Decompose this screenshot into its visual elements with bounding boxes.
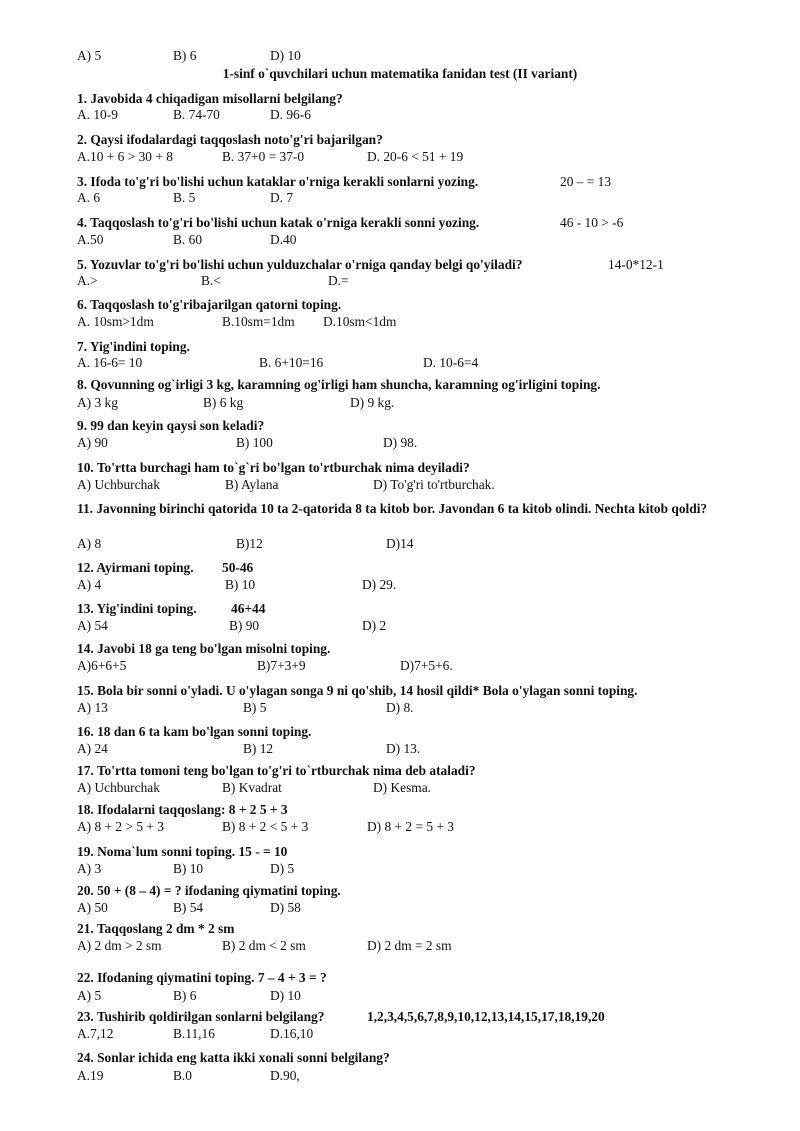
question-22: 22. Ifodaning qiymatini toping. 7 – 4 + 3 = ? bbox=[77, 970, 327, 985]
question-4: 4. Taqqoslash to'g'ri bo'lishi uchun katak o'rniga kerakli sonni yozing. bbox=[77, 215, 480, 230]
q8-option-d: D) 9 kg. bbox=[350, 395, 395, 410]
q22-option-d: D) 10 bbox=[270, 988, 301, 1003]
q4-expression: 46 - 10 > -6 bbox=[560, 215, 624, 230]
question-9: 9. 99 dan keyin qaysi son keladi? bbox=[77, 418, 265, 433]
q23-option-a: A.7,12 bbox=[77, 1026, 114, 1041]
q2-option-b: B. 37+0 = 37-0 bbox=[222, 149, 305, 164]
q5-option-d: D.= bbox=[328, 273, 349, 288]
q1-option-d: D. 96-6 bbox=[270, 107, 311, 122]
q3-option-d: D. 7 bbox=[270, 190, 294, 205]
q9-option-a: A) 90 bbox=[77, 435, 108, 450]
question-12: 12. Ayirmani toping. bbox=[77, 560, 194, 575]
question-6: 6. Taqqoslash to'g'ribajarilgan qatorni toping. bbox=[77, 297, 342, 312]
q24-option-a: A.19 bbox=[77, 1068, 104, 1083]
question-23: 23. Tushirib qoldirilgan sonlarni belgilang? bbox=[77, 1009, 325, 1024]
q13-expression: 46+44 bbox=[231, 601, 266, 616]
top-option-a: A) 5 bbox=[77, 48, 102, 63]
q7-option-d: D. 10-6=4 bbox=[423, 355, 479, 370]
q16-option-a: A) 24 bbox=[77, 741, 108, 756]
q2-option-d: D. 20-6 < 51 + 19 bbox=[367, 149, 464, 164]
q12-option-b: B) 10 bbox=[225, 577, 256, 592]
q7-option-b: B. 6+10=16 bbox=[259, 355, 324, 370]
q17-option-a: A) Uchburchak bbox=[77, 780, 160, 795]
q21-option-a: A) 2 dm > 2 sm bbox=[77, 938, 162, 953]
q7-option-a: A. 16-6= 10 bbox=[77, 355, 143, 370]
q10-option-b: B) Aylana bbox=[225, 477, 279, 492]
q19-option-a: A) 3 bbox=[77, 861, 102, 876]
q11-option-d: D)14 bbox=[386, 536, 414, 551]
q12-expression: 50-46 bbox=[222, 560, 254, 575]
q10-option-d: D) To'g'ri to'rtburchak. bbox=[373, 477, 495, 492]
q9-option-b: B) 100 bbox=[236, 435, 273, 450]
q22-option-a: A) 5 bbox=[77, 988, 102, 1003]
top-option-d: D) 10 bbox=[270, 48, 301, 63]
q1-option-b: B. 74-70 bbox=[173, 107, 220, 122]
q8-option-b: B) 6 kg bbox=[203, 395, 244, 410]
q3-option-a: A. 6 bbox=[77, 190, 101, 205]
q12-option-d: D) 29. bbox=[362, 577, 397, 592]
q3-option-b: B. 5 bbox=[173, 190, 196, 205]
q6-option-a: A. 10sm>1dm bbox=[77, 314, 154, 329]
question-18: 18. Ifodalarni taqqoslang: 8 + 2 5 + 3 bbox=[77, 802, 288, 817]
q6-option-d: D.10sm<1dm bbox=[323, 314, 397, 329]
q11-option-b: B)12 bbox=[236, 536, 263, 551]
q19-option-b: B) 10 bbox=[173, 861, 204, 876]
q10-option-a: A) Uchburchak bbox=[77, 477, 160, 492]
question-1: 1. Javobida 4 chiqadigan misollarni belgilang? bbox=[77, 91, 343, 106]
q13-option-a: A) 54 bbox=[77, 618, 108, 633]
question-24: 24. Sonlar ichida eng katta ikki xonali sonni belgilang? bbox=[77, 1050, 390, 1065]
q3-expression: 20 – = 13 bbox=[560, 174, 612, 189]
q20-option-b: B) 54 bbox=[173, 900, 204, 915]
q21-option-b: B) 2 dm < 2 sm bbox=[222, 938, 306, 953]
question-19: 19. Noma`lum sonni toping. 15 - = 10 bbox=[77, 844, 288, 859]
question-2: 2. Qaysi ifodalardagi taqqoslash noto'g'ri bajarilgan? bbox=[77, 132, 383, 147]
q20-option-d: D) 58 bbox=[270, 900, 301, 915]
q15-option-d: D) 8. bbox=[386, 700, 414, 715]
q11-option-a: A) 8 bbox=[77, 536, 102, 551]
question-15: 15. Bola bir sonni o'yladi. U o'ylagan songa 9 ni qo'shib, 14 hosil qildi* Bola o'ylagan sonni toping. bbox=[77, 683, 638, 698]
q17-option-d: D) Kesma. bbox=[373, 780, 432, 795]
q5-option-a: A.> bbox=[77, 273, 98, 288]
question-14: 14. Javobi 18 ga teng bo'lgan misolni toping. bbox=[77, 641, 331, 656]
q23-sequence: 1,2,3,4,5,6,7,8,9,10,12,13,14,15,17,18,19,20 bbox=[367, 1009, 605, 1024]
q18-option-a: A) 8 + 2 > 5 + 3 bbox=[77, 819, 164, 834]
q1-option-a: A. 10-9 bbox=[77, 107, 118, 122]
q4-option-a: A.50 bbox=[77, 232, 104, 247]
q24-option-b: B.0 bbox=[173, 1068, 192, 1083]
page-title: 1-sinf o`quvchilari uchun matematika fanidan test (II variant) bbox=[222, 66, 578, 81]
q14-option-d: D)7+5+6. bbox=[400, 658, 453, 673]
question-7: 7. Yig'indini toping. bbox=[77, 339, 190, 354]
q16-option-d: D) 13. bbox=[386, 741, 421, 756]
q16-option-b: B) 12 bbox=[243, 741, 274, 756]
question-3: 3. Ifoda to'g'ri bo'lishi uchun kataklar o'rniga kerakli sonlarni yozing. bbox=[77, 174, 479, 189]
q15-option-b: B) 5 bbox=[243, 700, 267, 715]
q4-option-d: D.40 bbox=[270, 232, 297, 247]
question-17: 17. To'rtta tomoni teng bo'lgan to'g'ri to`rtburchak nima deb ataladi? bbox=[77, 763, 476, 778]
q22-option-b: B) 6 bbox=[173, 988, 197, 1003]
q24-option-d: D.90, bbox=[270, 1068, 300, 1083]
q12-option-a: A) 4 bbox=[77, 577, 102, 592]
q15-option-a: A) 13 bbox=[77, 700, 108, 715]
q14-option-b: B)7+3+9 bbox=[257, 658, 306, 673]
q18-option-d: D) 8 + 2 = 5 + 3 bbox=[367, 819, 454, 834]
q19-option-d: D) 5 bbox=[270, 861, 295, 876]
q20-option-a: A) 50 bbox=[77, 900, 108, 915]
q14-option-a: A)6+6+5 bbox=[77, 658, 127, 673]
q9-option-d: D) 98. bbox=[383, 435, 418, 450]
q18-option-b: B) 8 + 2 < 5 + 3 bbox=[222, 819, 309, 834]
q8-option-a: A) 3 kg bbox=[77, 395, 118, 410]
question-13: 13. Yig'indini toping. bbox=[77, 601, 197, 616]
q23-option-b: B.11,16 bbox=[173, 1026, 215, 1041]
q4-option-b: B. 60 bbox=[173, 232, 203, 247]
question-8: 8. Qovunning og`irligi 3 kg, karamning og'irligi ham shuncha, karamning og'irligini toping. bbox=[77, 377, 601, 392]
top-option-b: B) 6 bbox=[173, 48, 197, 63]
q2-option-a: A.10 + 6 > 30 + 8 bbox=[77, 149, 173, 164]
question-5: 5. Yozuvlar to'g'ri bo'lishi uchun yulduzchalar o'rniga qanday belgi qo'yiladi? bbox=[77, 257, 523, 272]
question-10: 10. To'rtta burchagi ham to`g`ri bo'lgan to'rtburchak nima deyiladi? bbox=[77, 460, 470, 475]
q5-option-b: B.< bbox=[201, 273, 221, 288]
q17-option-b: B) Kvadrat bbox=[222, 780, 282, 795]
q13-option-b: B) 90 bbox=[229, 618, 260, 633]
q23-option-d: D.16,10 bbox=[270, 1026, 314, 1041]
question-16: 16. 18 dan 6 ta kam bo'lgan sonni toping. bbox=[77, 724, 312, 739]
q21-option-d: D) 2 dm = 2 sm bbox=[367, 938, 452, 953]
q13-option-d: D) 2 bbox=[362, 618, 387, 633]
q5-expression: 14-0*12-1 bbox=[608, 257, 664, 272]
q6-option-b: B.10sm=1dm bbox=[222, 314, 295, 329]
question-21: 21. Taqqoslang 2 dm * 2 sm bbox=[77, 921, 235, 936]
question-11: 11. Javonning birinchi qatorida 10 ta 2-qatorida 8 ta kitob bor. Javondan 6 ta kitob olindi. Nechta kitob qoldi? bbox=[77, 501, 708, 516]
question-20: 20. 50 + (8 – 4) = ? ifodaning qiymatini toping. bbox=[77, 883, 341, 898]
